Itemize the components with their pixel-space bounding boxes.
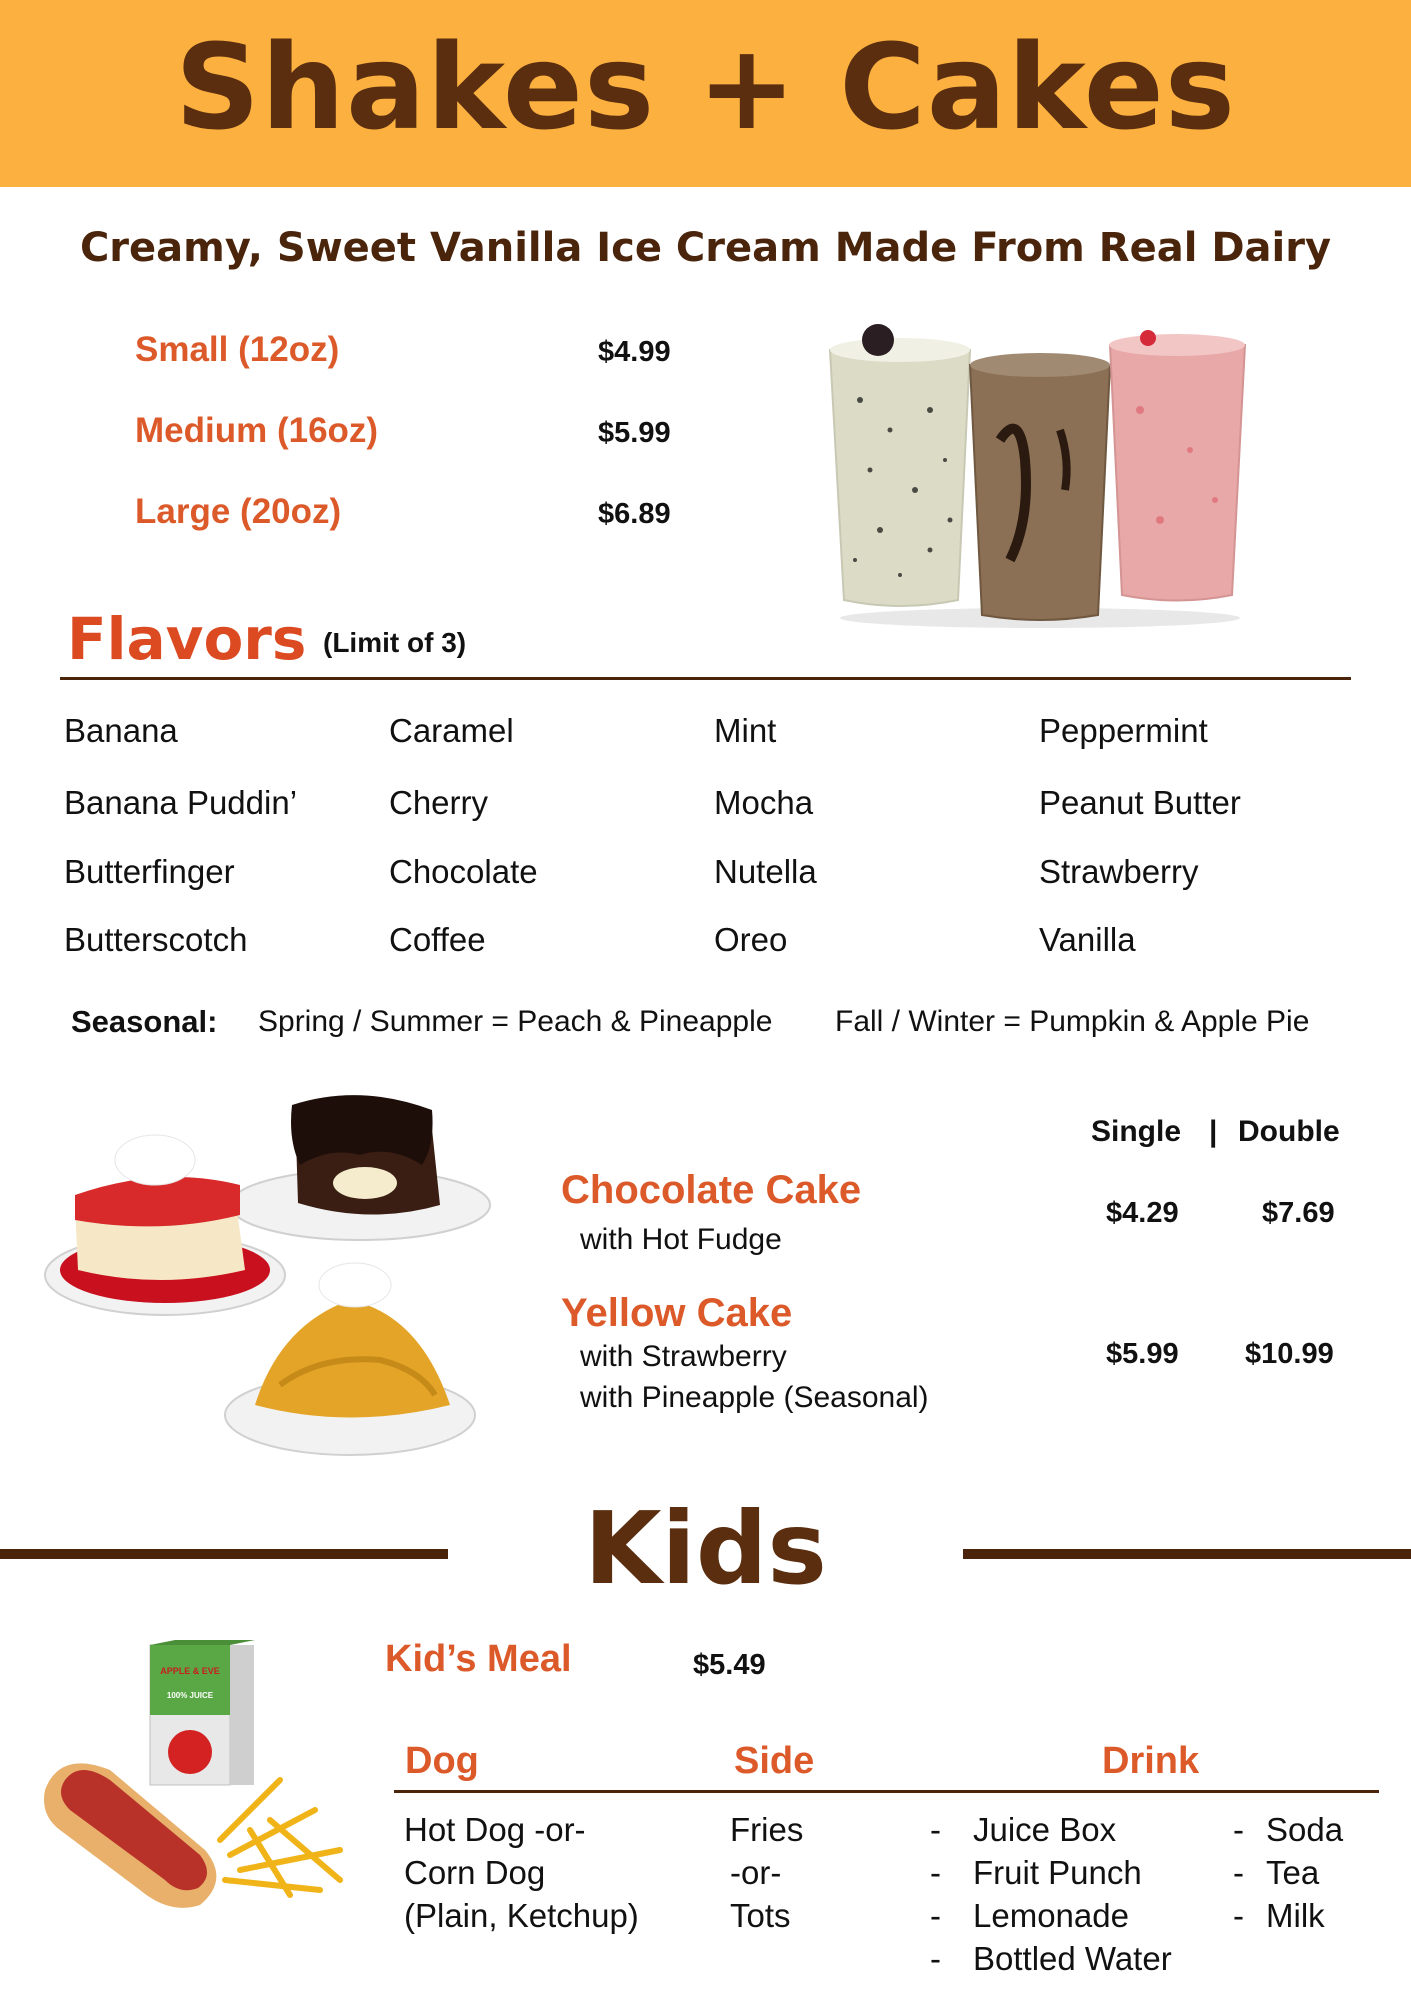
side-option: Fries [730,1811,804,1848]
juice-brand: APPLE & EVE [160,1666,220,1676]
side-option: -or- [730,1854,782,1891]
flavor-item: Nutella [714,853,817,890]
cake-sub: with Pineapple (Seasonal) [580,1381,929,1414]
flavor-item: Banana [64,712,178,749]
kids-meal-label: Kid’s Meal [385,1638,572,1680]
size-small-price: $4.99 [598,336,671,368]
flavor-item: Butterfinger [64,853,235,890]
flavors-limit-note: (Limit of 3) [323,627,467,658]
flavor-item: Mint [714,712,777,749]
cake-col-separator: | [1209,1115,1218,1148]
cakes-image [30,1085,510,1465]
size-large-label: Large (20oz) [135,492,342,531]
cake-name-chocolate: Chocolate Cake [561,1168,862,1212]
flavors-divider [60,677,1351,680]
drink-option: Juice Box [973,1811,1117,1848]
flavor-item: Peanut Butter [1039,784,1241,821]
drink-bullet: - [1233,1897,1244,1934]
drink-option: Bottled Water [973,1940,1172,1977]
kids-col-dog: Dog [405,1740,479,1782]
flavor-item: Banana Puddin’ [64,784,298,821]
drink-bullet: - [930,1940,941,1977]
drink-option: Soda [1266,1811,1344,1848]
drink-bullet: - [930,1811,941,1848]
drink-bullet: - [930,1854,941,1891]
flavor-item: Caramel [389,712,514,749]
flavor-item: Cherry [389,784,489,821]
flavor-item: Vanilla [1039,921,1136,958]
kids-meal-price: $5.49 [693,1649,766,1681]
size-medium-label: Medium (16oz) [135,411,379,450]
flavor-item: Strawberry [1039,853,1199,890]
kids-meal-image [40,1640,360,1920]
dog-option: (Plain, Ketchup) [404,1897,639,1934]
flavor-item: Peppermint [1039,712,1208,749]
kids-col-side: Side [734,1740,815,1782]
page-title: Shakes + Cakes [174,18,1237,156]
tagline: Creamy, Sweet Vanilla Ice Cream Made From Real Dairy [79,225,1332,271]
cake-price-single: $5.99 [1106,1338,1179,1370]
cake-sub: with Hot Fudge [580,1223,782,1256]
kids-table-divider [394,1790,1379,1793]
cake-sub: with Strawberry [580,1340,787,1373]
size-large-price: $6.89 [598,498,671,530]
dog-option: Corn Dog [404,1854,546,1891]
drink-bullet: - [1233,1854,1244,1891]
flavor-item: Butterscotch [64,921,248,958]
flavor-item: Mocha [714,784,814,821]
cake-name-yellow: Yellow Cake [561,1291,793,1335]
drink-bullet: - [930,1897,941,1934]
drink-option: Fruit Punch [973,1854,1142,1891]
flavor-item: Chocolate [389,853,538,890]
size-medium-price: $5.99 [598,417,671,449]
seasonal-fall: Fall / Winter = Pumpkin & Apple Pie [835,1005,1310,1038]
cake-price-double: $7.69 [1262,1197,1335,1229]
milkshakes-image [820,320,1260,630]
drink-option: Tea [1266,1854,1320,1891]
cake-price-single: $4.29 [1106,1197,1179,1229]
cake-price-double: $10.99 [1245,1338,1334,1370]
seasonal-spring: Spring / Summer = Peach & Pineapple [258,1005,773,1038]
size-small-label: Small (12oz) [135,330,340,369]
drink-bullet: - [1233,1811,1244,1848]
side-option: Tots [730,1897,791,1934]
kids-title: Kids [584,1490,827,1607]
kids-col-drink: Drink [1102,1740,1200,1782]
flavor-item: Oreo [714,921,788,958]
seasonal-label: Seasonal: [71,1004,218,1039]
drink-option: Lemonade [973,1897,1129,1934]
cake-col-single: Single [1091,1115,1182,1148]
cake-col-double: Double [1238,1115,1340,1148]
flavors-title: Flavors [67,605,307,673]
dog-option: Hot Dog -or- [404,1811,586,1848]
drink-option: Milk [1266,1897,1325,1934]
flavor-item: Coffee [389,921,486,958]
juice-label: 100% JUICE [166,1691,214,1700]
